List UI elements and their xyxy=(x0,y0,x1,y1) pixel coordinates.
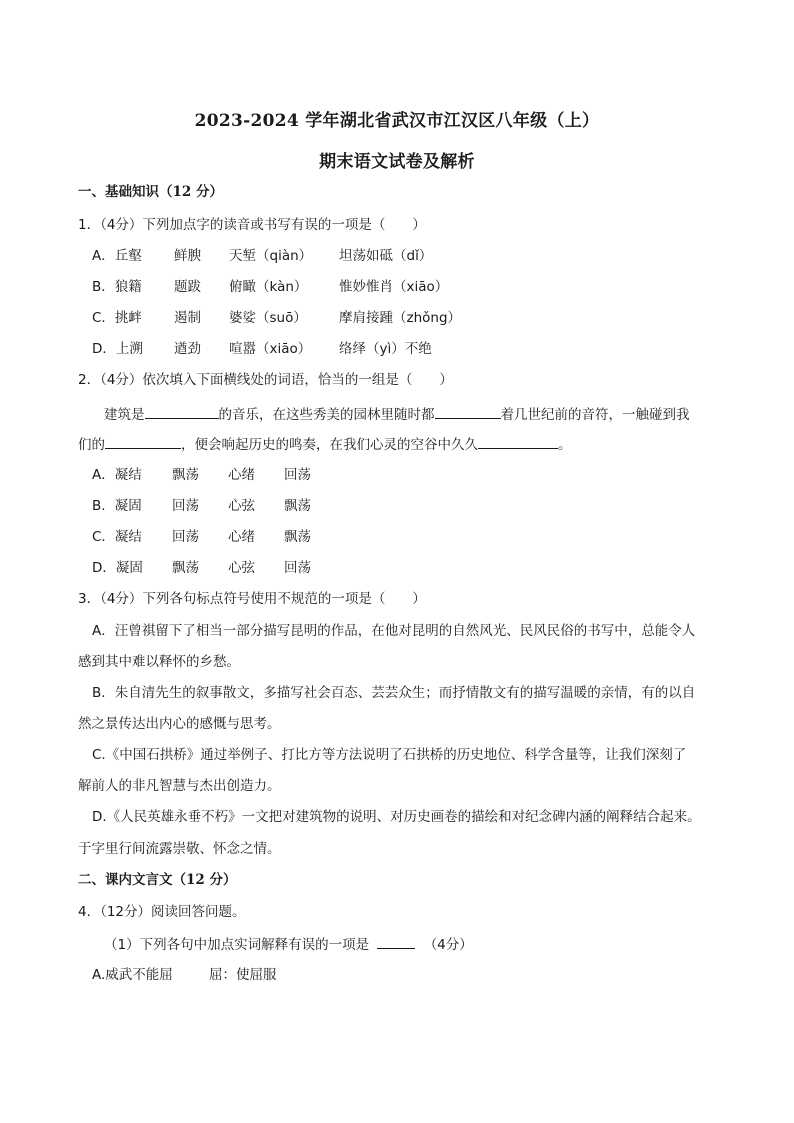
option-cell: 飘荡 xyxy=(284,498,311,514)
question-2-passage-line2 xyxy=(78,433,572,455)
option-cell: C．挑衅 xyxy=(92,310,142,326)
fill-blank-4 xyxy=(478,433,558,449)
option-cell: 回荡 xyxy=(284,560,311,576)
passage-text: 着几世纪前的音符，一触碰到我 xyxy=(500,407,690,423)
question-3-option-c-line2: 解前人的非凡智慧与杰出创造力。 xyxy=(78,778,281,794)
question-3-option-d-line2: 于字里行间流露崇敬、怀念之情。 xyxy=(78,841,281,857)
option-cell: 鲜腴 xyxy=(174,248,201,264)
option-cell: A．凝结 xyxy=(92,467,142,483)
option-cell: D．凝固 xyxy=(92,560,143,576)
sub-question-text: （1）下列各句中加点实词解释有误的一项是 xyxy=(104,937,370,953)
option-cell: 回荡 xyxy=(172,498,199,514)
option-cell: 回荡 xyxy=(284,467,311,483)
option-cell: 络绎（yì）不绝 xyxy=(339,341,432,357)
passage-text: ，便会响起历史的鸣奏，在我们心灵的空谷中久久 xyxy=(181,437,478,453)
option-cell: 心弦 xyxy=(228,498,255,514)
passage-text: 。 xyxy=(558,437,572,453)
option-cell: 坦荡如砥（dǐ） xyxy=(339,248,433,264)
option-cell: 题跋 xyxy=(174,279,201,295)
exam-title-line2: 期末语文试卷及解析 xyxy=(319,152,475,172)
section-heading-basic: 一、基础知识（12 分） xyxy=(78,184,223,200)
question-1-stem: 1．（4分）下列加点字的读音或书写有误的一项是（ ） xyxy=(78,217,426,233)
option-cell: 遏制 xyxy=(174,310,201,326)
option-cell: B．狼籍 xyxy=(92,279,142,295)
question-2-stem: 2．（4分）依次填入下面横线处的词语，恰当的一组是（ ） xyxy=(78,372,453,388)
option-cell: 心弦 xyxy=(228,560,255,576)
question-3-option-b-line2: 然之景传达出内心的感慨与思考。 xyxy=(78,716,281,732)
option-cell: 飘荡 xyxy=(284,529,311,545)
question-3-option-d-line1: D.《人民英雄永垂不朽》一文把对建筑物的说明、对历史画卷的描绘和对纪念碑内涵的阐释结合起来。 xyxy=(92,809,701,825)
section-heading-classical: 二、课内文言文（12 分） xyxy=(78,872,237,888)
question-3-stem: 3．（4分）下列各句标点符号使用不规范的一项是（ ） xyxy=(78,591,426,607)
option-cell: 心绪 xyxy=(228,467,255,483)
passage-text: 的音乐，在这些秀美的园林里随时都 xyxy=(218,407,435,423)
passage-text: 建筑是 xyxy=(104,407,145,423)
exam-title-line1: 2023-2024 学年湖北省武汉市江汉区八年级（上） xyxy=(194,111,600,131)
option-cell: 遒劲 xyxy=(174,341,201,357)
option-cell: 飘荡 xyxy=(172,467,199,483)
option-cell: 摩肩接踵（zhǒng） xyxy=(339,310,462,326)
option-cell: 俯瞰（kàn） xyxy=(229,279,308,295)
option-cell: C．凝结 xyxy=(92,529,142,545)
question-2-passage-line1 xyxy=(104,403,690,425)
question-3-option-a-line1: A．汪曾祺留下了相当一部分描写昆明的作品，在他对昆明的自然风光、民风民俗的书写中，总能令人 xyxy=(92,623,696,639)
option-cell: 飘荡 xyxy=(172,560,199,576)
question-4-stem: 4．（12分）阅读回答问题。 xyxy=(78,904,246,920)
fill-blank-3 xyxy=(105,433,181,449)
option-cell: 惟妙惟肖（xiāo） xyxy=(339,279,449,295)
question-3-option-b-line1: B．朱自清先生的叙事散文，多描写社会百态、芸芸众生；而抒情散文有的描写温暖的亲情，有的以自 xyxy=(92,685,696,701)
option-cell: 回荡 xyxy=(172,529,199,545)
option-cell: D．上溯 xyxy=(92,341,143,357)
option-cell: B．凝固 xyxy=(92,498,142,514)
question-4-sub1 xyxy=(104,933,473,955)
question-3-option-c-line1: C.《中国石拱桥》通过举例子、打比方等方法说明了石拱桥的历史地位、科学含量等，让我们深刻了 xyxy=(92,747,687,763)
option-cell: 天堑（qiàn） xyxy=(229,248,313,264)
fill-blank-2 xyxy=(435,403,501,419)
option-cell: 喧嚣（xiāo） xyxy=(229,341,312,357)
option-cell: 婆娑（suō） xyxy=(229,310,307,326)
sub-question-score: （4分） xyxy=(423,937,473,953)
fill-blank-1 xyxy=(145,403,219,419)
option-cell: A．丘壑 xyxy=(92,248,142,264)
option-cell: A.威武不能屈 xyxy=(92,967,173,983)
option-cell: 屈：使屈服 xyxy=(209,967,277,983)
question-3-option-a-line2: 感到其中难以释怀的乡愁。 xyxy=(78,654,240,670)
option-cell: 心绪 xyxy=(228,529,255,545)
answer-blank xyxy=(377,933,415,949)
passage-text: 们的 xyxy=(78,437,105,453)
